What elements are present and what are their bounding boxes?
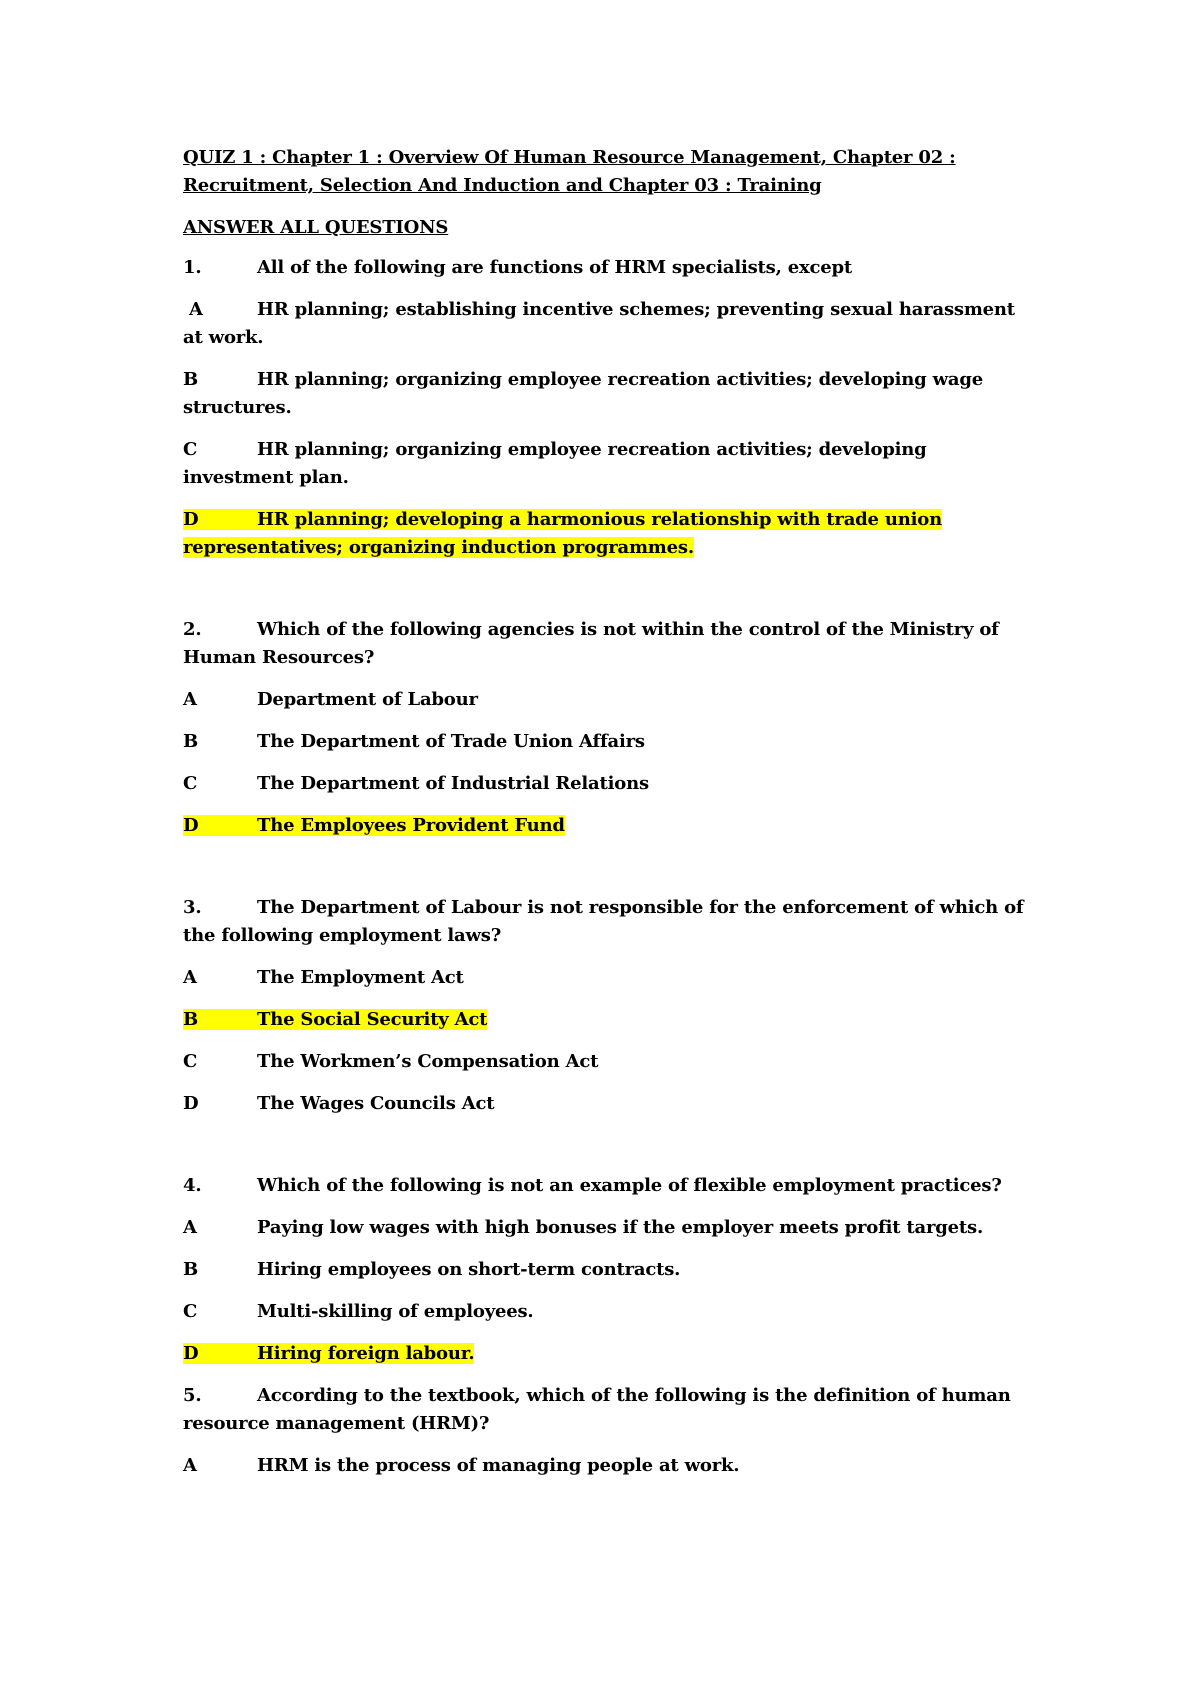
question-1 [183, 254, 1033, 562]
spacer [183, 576, 1033, 616]
option-letter: D [183, 1343, 199, 1364]
question-number: 5. [183, 1385, 202, 1406]
question-1-option-a [183, 296, 1033, 352]
question-3 [183, 894, 1033, 1118]
option-letter: C [183, 1051, 198, 1072]
question-4-option-b [183, 1256, 1033, 1284]
option-text: The Employees Provident Fund [257, 815, 565, 836]
question-number: 1. [183, 257, 202, 278]
spacer [183, 1132, 1033, 1172]
question-1-option-d-answer [183, 506, 1033, 562]
question-text: Which of the following is not an example of flexible employment practices? [257, 1175, 1002, 1196]
option-text: Hiring foreign labour. [257, 1343, 475, 1364]
option-text: Hiring employees on short-term contracts. [257, 1259, 681, 1280]
question-2 [183, 616, 1033, 840]
instructions-heading: ANSWER ALL QUESTIONS [183, 217, 449, 238]
question-5-stem [183, 1382, 1033, 1438]
question-2-option-d-answer [183, 812, 1033, 840]
question-3-option-a [183, 964, 1033, 992]
quiz-title: QUIZ 1 : Chapter 1 : Overview Of Human Resource Management, Chapter 02 : Recruitment, Selection And Induction and Chapter 03 : Training [183, 147, 956, 196]
question-3-option-b-answer [183, 1006, 1033, 1034]
question-4-option-d-answer [183, 1340, 1033, 1368]
question-number: 4. [183, 1175, 202, 1196]
question-4-stem [183, 1172, 1033, 1200]
question-1-stem [183, 254, 1033, 282]
question-5 [183, 1382, 1033, 1480]
option-letter: C [183, 439, 198, 460]
option-letter: C [183, 773, 198, 794]
question-1-option-b [183, 366, 1033, 422]
option-text: HR planning; organizing employee recreation activities; developing wage structures. [183, 369, 984, 418]
option-letter: A [189, 299, 203, 320]
question-text: Which of the following agencies is not within the control of the Ministry of Human Resources? [183, 619, 999, 668]
option-text: HR planning; establishing incentive schemes; preventing sexual harassment at work. [183, 299, 1015, 348]
question-text: All of the following are functions of HRM specialists, except [257, 257, 853, 278]
option-letter: C [183, 1301, 198, 1322]
option-text: The Wages Councils Act [257, 1093, 495, 1114]
question-text: The Department of Labour is not responsible for the enforcement of which of the following employment laws? [183, 897, 1024, 946]
question-2-option-b [183, 728, 1033, 756]
question-4-option-a [183, 1214, 1033, 1242]
option-letter: A [183, 1217, 197, 1238]
question-1-option-c [183, 436, 1033, 492]
option-text: Paying low wages with high bonuses if the employer meets profit targets. [257, 1217, 984, 1238]
option-text: HR planning; developing a harmonious relationship with trade union representatives; organizing induction programmes. [183, 509, 942, 558]
option-letter: A [183, 689, 197, 710]
question-4 [183, 1172, 1033, 1368]
option-letter: A [183, 1455, 197, 1476]
question-number: 2. [183, 619, 202, 640]
question-number: 3. [183, 897, 202, 918]
option-letter: A [183, 967, 197, 988]
option-letter: B [183, 731, 199, 752]
option-text: HR planning; organizing employee recreation activities; developing investment plan. [183, 439, 927, 488]
option-text: The Social Security Act [257, 1009, 488, 1030]
question-2-option-a [183, 686, 1033, 714]
question-2-option-c [183, 770, 1033, 798]
option-text: The Department of Trade Union Affairs [257, 731, 645, 752]
option-text: Multi-skilling of employees. [257, 1301, 534, 1322]
option-text: Department of Labour [257, 689, 478, 710]
option-letter: D [183, 1093, 199, 1114]
option-text: The Department of Industrial Relations [257, 773, 649, 794]
option-text: The Employment Act [257, 967, 464, 988]
question-2-stem [183, 616, 1033, 672]
option-letter: B [183, 1009, 199, 1030]
document-body [183, 144, 1033, 1494]
option-letter: D [183, 815, 199, 836]
question-text: According to the textbook, which of the following is the definition of human resource management (HRM)? [183, 1385, 1011, 1434]
option-text: HRM is the process of managing people at work. [257, 1455, 740, 1476]
question-3-option-d [183, 1090, 1033, 1118]
question-3-stem [183, 894, 1033, 950]
option-letter: B [183, 1259, 199, 1280]
question-3-option-c [183, 1048, 1033, 1076]
spacer [183, 854, 1033, 894]
question-4-option-c [183, 1298, 1033, 1326]
question-5-option-a [183, 1452, 1033, 1480]
option-letter: D [183, 509, 199, 530]
option-letter: B [183, 369, 199, 390]
option-text: The Workmen’s Compensation Act [257, 1051, 599, 1072]
